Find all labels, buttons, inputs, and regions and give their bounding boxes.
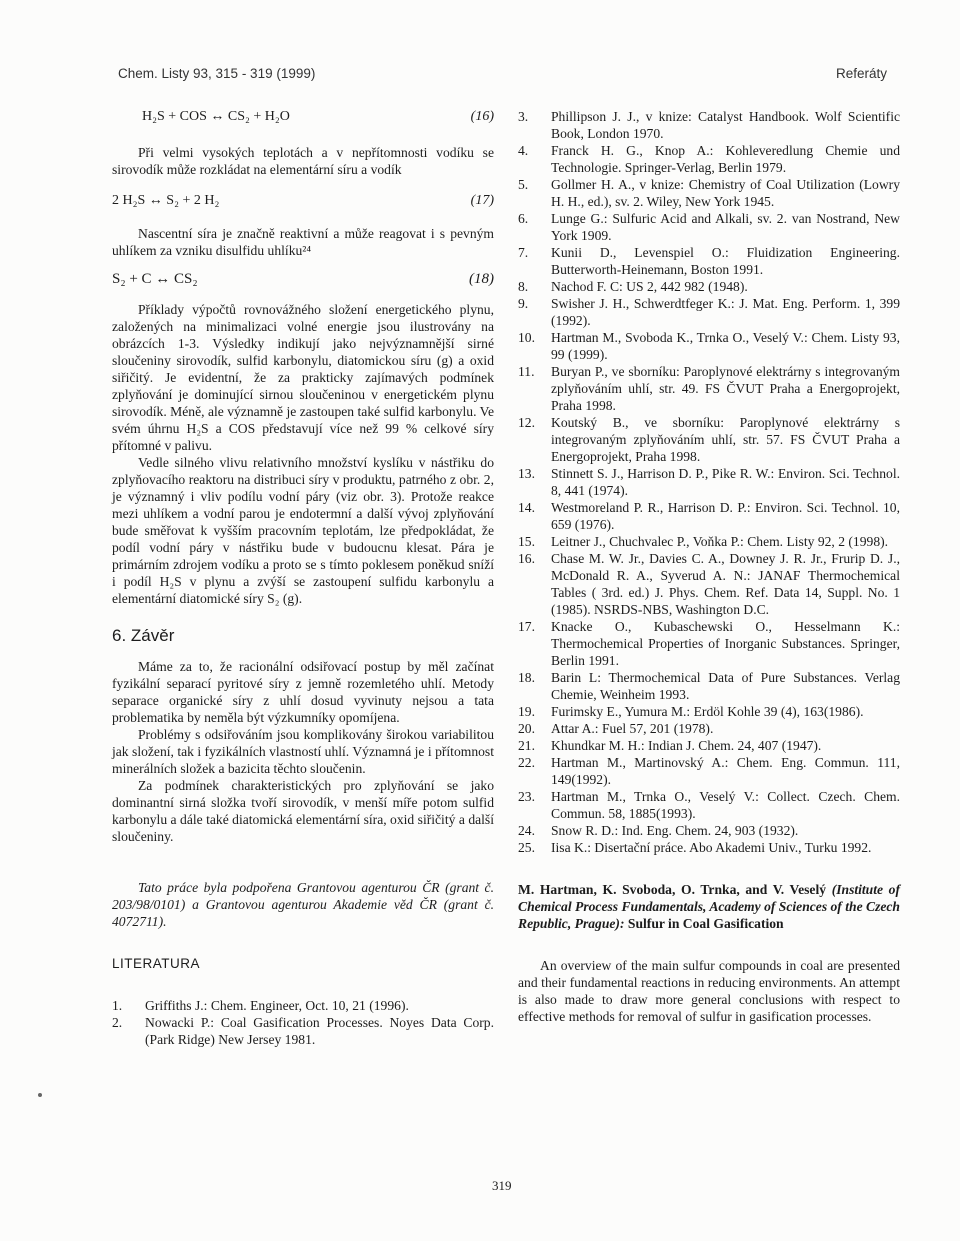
reference-number: 7. <box>518 245 529 260</box>
left-column <box>112 108 494 1048</box>
reference-number: 3. <box>518 109 529 124</box>
reference-item <box>518 329 900 363</box>
reference-item <box>518 176 900 210</box>
reference-item <box>518 669 900 703</box>
paragraph-decomposition: Při velmi vysokých teplotách a v nepřítomnosti vodíku se sirovodík může rozkládat na elementární síru a vodík <box>112 145 494 177</box>
reference-item <box>112 1014 494 1048</box>
equation-16-number: (16) <box>470 109 494 124</box>
reference-number: 25. <box>518 840 535 855</box>
equation-16 <box>112 108 494 128</box>
literature-heading: LITERATURA <box>112 956 201 971</box>
conclusion-paragraph-2: Problémy s odsiřováním jsou komplikovány širokou variabilitou jak složení, tak i fyzikálních vlastností uhlí. Významná je i přítomnost minerálních složek a bazicita těchto sloučenin. <box>112 727 494 776</box>
reference-item <box>518 550 900 618</box>
margin-speck <box>38 1093 42 1097</box>
journal-citation: Chem. Listy 93, 315 - 319 (1999) <box>118 66 316 81</box>
reference-number: 22. <box>518 755 535 770</box>
reference-number: 17. <box>518 619 535 634</box>
paragraph-examples: Příklady výpočtů rovnovážného složení energetického plynu, založených na minimalizaci volné energie jsou ilustrovány na obrázcích 1-3. Výsledky indikují jako nejvýznamnější sirné sloučeniny sirovodík, sulfid karbonylu, diatomickou síru (g) a oxid siřičitý. Je evidentní, že za prakticky zajímavých podmínek zplyňování je dominující sirnou sloučeninou v energetickém plynu sirovodík. Méně, ale významně je zastoupen také sulfid karbonylu. Ve svém úhrnu H₂S a COS představují více než 99 % celkové síry přítomné v palivu. <box>112 302 494 453</box>
reference-text: Nachod F. C: US 2, 442 982 (1948). <box>551 279 748 294</box>
reference-list-left <box>112 997 494 1048</box>
english-summary-authors <box>518 881 900 932</box>
reference-number: 20. <box>518 721 535 736</box>
reference-text: Koutský B., ve sborníku: Paroplynové elektrárny s integrovaným zplyňováním uhlí, str. 57. FS ČVUT Praha a Energoprojekt, Praha 1998. <box>551 415 900 464</box>
reference-item <box>518 278 900 295</box>
reference-text: Griffiths J.: Chem. Engineer, Oct. 10, 21 (1996). <box>145 998 409 1013</box>
reference-text: Hartman M., Trnka O., Veselý V.: Collect. Czech. Chem. Commun. 58, 1885(1993). <box>551 789 900 821</box>
section-heading-conclusion: 6. Závěr <box>112 626 175 645</box>
paragraph-oxygen-steam: Vedle silného vlivu relativního množství kyslíku v nástřiku do zplyňovacího reaktoru na distribuci síry v produktu, patrného z obr. 2, je významný i vliv podílu vodní páry (viz obr. 3). Protože reakce mezi uhlíkem a vodní parou je endotermní a další vývoj zplyňování bude směřovat k vyšším pracovním teplotám, lze předpokládat, že podíl vodní páry v nástřiku bude v budoucnu klesat. Pára je primárním zdrojem vodíku a proto se s tímto poklesem poněkud sníží i podíl H₂S v plynu a zvýší se zastoupení sulfidu karbonylu a elementární diatomické síry S₂ (g). <box>112 455 494 606</box>
reference-item <box>518 363 900 414</box>
equation-17 <box>112 192 494 212</box>
reference-item <box>518 465 900 499</box>
reference-number: 4. <box>518 143 529 158</box>
reference-item <box>518 737 900 754</box>
reference-number: 5. <box>518 177 529 192</box>
reference-number: 18. <box>518 670 535 685</box>
reference-item <box>518 244 900 278</box>
right-column <box>518 108 900 1025</box>
reference-item <box>518 414 900 465</box>
reference-number: 13. <box>518 466 535 481</box>
paragraph-nascent-sulfur: Nascentní síra je značně reaktivní a může reagovat i s pevným uhlíkem za vzniku disulfidu uhlíku²⁴ <box>112 226 494 258</box>
reference-text: Stinnett S. J., Harrison D. P., Pike R. W.: Environ. Sci. Technol. 8, 441 (1974). <box>551 466 900 498</box>
reference-item <box>112 997 494 1014</box>
reference-text: Barin L: Thermochemical Data of Pure Substances. Verlag Chemie, Weinheim 1993. <box>551 670 900 702</box>
reference-item <box>518 142 900 176</box>
reference-number: 2. <box>112 1015 123 1030</box>
reference-number: 10. <box>518 330 535 345</box>
reference-number: 24. <box>518 823 535 838</box>
equation-17-number: (17) <box>470 193 494 208</box>
reference-text: Phillipson J. J., v knize: Catalyst Handbook. Wolf Scientific Book, London 1970. <box>551 109 900 141</box>
reference-number: 11. <box>518 364 535 379</box>
reference-text: Nowacki P.: Coal Gasification Processes. Noyes Data Corp. (Park Ridge) New Jersey 1981. <box>145 1015 494 1047</box>
equation-18-formula: S₂ + C ↔ CS₂ <box>112 271 198 287</box>
reference-number: 8. <box>518 279 529 294</box>
reference-item <box>518 720 900 737</box>
reference-item <box>518 618 900 669</box>
english-abstract: An overview of the main sulfur compounds in coal are presented and their fundamental reactions in reducing environments. An attempt is also made to draw more general conclusions with respect to effective methods for removal of sulfur in gasification processes. <box>518 958 900 1024</box>
reference-text: Gollmer H. A., v knize: Chemistry of Coal Utilization (Lowry H. H., ed.), sv. 2. Wiley, New York 1945. <box>551 177 900 209</box>
reference-number: 16. <box>518 551 535 566</box>
reference-text: Snow R. D.: Ind. Eng. Chem. 24, 903 (1932). <box>551 823 799 838</box>
reference-number: 19. <box>518 704 535 719</box>
reference-item <box>518 533 900 550</box>
author-affiliation: (Institute of Chemical Process Fundamentals, Academy of Sciences of the Czech Republic, Prague): <box>518 882 901 931</box>
reference-item <box>518 499 900 533</box>
reference-text: Westmoreland P. R., Harrison D. P.: Environ. Sci. Technol. 10, 659 (1976). <box>551 500 900 532</box>
reference-text: Kunii D., Levenspiel O.: Fluidization Engineering. Butterworth-Heinemann, Boston 1991. <box>551 245 900 277</box>
reference-item <box>518 108 900 142</box>
acknowledgement: Tato práce byla podpořena Grantovou agenturou ČR (grant č. 203/98/0101) a Grantovou agenturou Akademie věd ČR (grant č. 4072711). <box>112 880 494 929</box>
author-names: M. Hartman, K. Svoboda, O. Trnka, and V. Veselý <box>518 882 827 897</box>
reference-item <box>518 703 900 720</box>
reference-text: Chase M. W. Jr., Davies C. A., Downey J. R. Jr., Frurip D. J., McDonald R. A., Syverud A. N.: JANAF Thermochemical Tables ( 3rd. ed.) J. Phys. Chem. Ref. Data 14, Suppl. No. 1 (1985). NSRDS-NBS, Washington D.C. <box>551 551 900 617</box>
equation-18-number: (18) <box>469 271 494 287</box>
reference-item <box>518 822 900 839</box>
reference-number: 12. <box>518 415 535 430</box>
conclusion-paragraph-1: Máme za to, že racionální odsiřovací postup by měl začínat fyzikální separací pyritové síry z jemně rozemletého uhlí. Metody separace organické síry z uhlí dosud vyvinuty nejsou a tata problematika by neměla být výzkumníky opomíjena. <box>112 659 494 725</box>
reference-number: 14. <box>518 500 535 515</box>
reference-item <box>518 295 900 329</box>
reference-text: Hartman M., Martinovský A.: Chem. Eng. Commun. 111, 149(1992). <box>551 755 900 787</box>
equation-16-formula: H₂S + COS ↔ CS₂ + H₂O <box>142 109 290 124</box>
reference-text: Hartman M., Svoboda K., Trnka O., Veselý V.: Chem. Listy 93, 99 (1999). <box>551 330 900 362</box>
equation-18 <box>112 271 494 297</box>
reference-text: Lunge G.: Sulfuric Acid and Alkali, sv. 2. van Nostrand, New York 1909. <box>551 211 900 243</box>
page-number: 319 <box>492 1178 512 1193</box>
equation-17-formula: 2 H₂S ↔ S₂ + 2 H₂ <box>112 193 220 208</box>
reference-text: Franck H. G., Knop A.: Kohleveredlung Chemie und Technologie. Springer-Verlag, Berlin 1979. <box>551 143 900 175</box>
reference-text: Swisher J. H., Schwerdtfeger K.: J. Mat. Eng. Perform. 1, 399 (1992). <box>551 296 900 328</box>
reference-text: Attar A.: Fuel 57, 201 (1978). <box>551 721 714 736</box>
summary-title: Sulfur in Coal Gasification <box>627 916 784 931</box>
reference-list-right <box>518 108 900 856</box>
conclusion-paragraph-3: Za podmínek charakteristických pro zplyňování se jako dominantní sirná složka tvoří sirovodík, v menší míře potom sulfid karbonylu a dále také diatomická elementární síra, oxid siřičitý a další sloučeniny. <box>112 778 494 844</box>
reference-text: Buryan P., ve sborníku: Paroplynové elektrárny s integrovaným zplyňováním uhlí, str. 49. FS ČVUT Praha a Energoprojekt, Praha 1998. <box>551 364 900 413</box>
reference-text: Furimsky E., Yumura M.: Erdöl Kohle 39 (4), 163(1986). <box>551 704 864 719</box>
reference-text: Knacke O., Kubaschewski O., Hesselmann K.: Thermochemical Properties of Inorganic Substances. Springer, Berlin 1991. <box>551 619 900 668</box>
reference-text: Khundkar M. H.: Indian J. Chem. 24, 407 (1947). <box>551 738 822 753</box>
reference-item <box>518 788 900 822</box>
reference-number: 21. <box>518 738 535 753</box>
reference-text: Iisa K.: Disertační práce. Abo Akademi Univ., Turku 1992. <box>551 840 872 855</box>
reference-number: 1. <box>112 998 123 1013</box>
reference-number: 6. <box>518 211 529 226</box>
reference-item <box>518 754 900 788</box>
reference-number: 23. <box>518 789 535 804</box>
reference-number: 9. <box>518 296 529 311</box>
reference-item <box>518 210 900 244</box>
reference-number: 15. <box>518 534 535 549</box>
reference-item <box>518 839 900 856</box>
reference-text: Leitner J., Chuchvalec P., Voňka P.: Chem. Listy 92, 2 (1998). <box>551 534 889 549</box>
section-label: Referáty <box>836 66 888 81</box>
